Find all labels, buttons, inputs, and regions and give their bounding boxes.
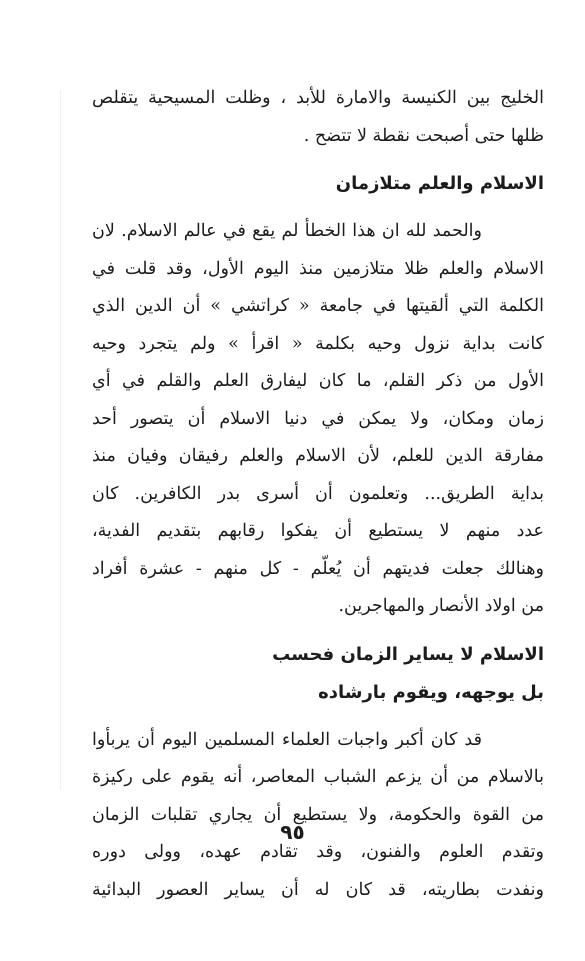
text-line: كانت بداية نزول وحيه بكلمة « اقرأ » ولم يتجرد وحيه — [92, 333, 544, 354]
text-line: الاسلام والعلم ظلا متلازمين منذ اليوم الأول، وقد قلت في — [92, 258, 544, 279]
text-line: زمان ومكان، ولا يمكن في دنيا الاسلام أن يتصور أحد — [92, 408, 544, 429]
text-line: من اولاد الأنصار والمهاجرين. — [338, 596, 544, 616]
text-line: عدد منهم لا يستطيع أن يفكوا رقابهم بتقديم الفدية، — [92, 521, 544, 541]
text-line: الكلمة التي ألقيتها في جامعة « كراتشي » أن الدين الذي — [92, 296, 544, 316]
section-heading-1: الاسلام والعلم متلازمان — [335, 173, 544, 194]
text-line: والحمد لله ان هذا الخطأ لم يقع في عالم الاسلام. لان — [92, 221, 482, 241]
text-line: مفارقة الدين للعلم، لأن الاسلام والعلم رفيقان وفيان منذ — [92, 446, 544, 466]
text-line: الأول من ذكر القلم، ما كان ليفارق العلم والقلم في أي — [92, 371, 544, 391]
paragraph-2 — [92, 213, 544, 626]
text-line: بالاسلام من أن يزعم الشباب المعاصر، أنه يقوم على ركيزة — [92, 767, 544, 787]
text-line: ظلها حتى أصبحت نقطة لا تتضح . — [303, 125, 544, 146]
text-line: بداية الطريق... وتعلمون أن أسرى بدر الكافرين. كان — [92, 483, 544, 504]
paragraph-3 — [92, 722, 544, 910]
paragraph-1 — [92, 80, 544, 155]
page-edge-shadow — [60, 90, 61, 790]
text-line: الخليج بين الكنيسة والامارة للأبد ، وظلت المسيحية يتقلص — [92, 88, 544, 108]
page-number: ٩٥ — [280, 820, 305, 844]
heading-line: بل يوجهه، ويقوم بارشاده — [318, 681, 544, 703]
section-heading-2 — [92, 636, 544, 712]
text-line: قد كان أكبر واجبات العلماء المسلمين اليوم أن يربأوا — [92, 729, 482, 750]
text-line: ونفدت بطاريته، قد كان له أن يساير العصور البدائية — [92, 879, 544, 900]
text-line: وتقدم العلوم والفنون، وقد تقادم عهده، وولى دوره — [92, 842, 544, 862]
heading-line: الاسلام لا يساير الزمان فحسب — [272, 643, 544, 665]
page-body — [92, 80, 544, 909]
text-line: من القوة والحكومة، ولا يستطيع أن يجاري تقلبات الزمان — [92, 804, 544, 825]
text-line: وهنالك جعلت فديتهم أن يُعلّم - كل منهم - عشرة أفراد — [92, 558, 544, 579]
